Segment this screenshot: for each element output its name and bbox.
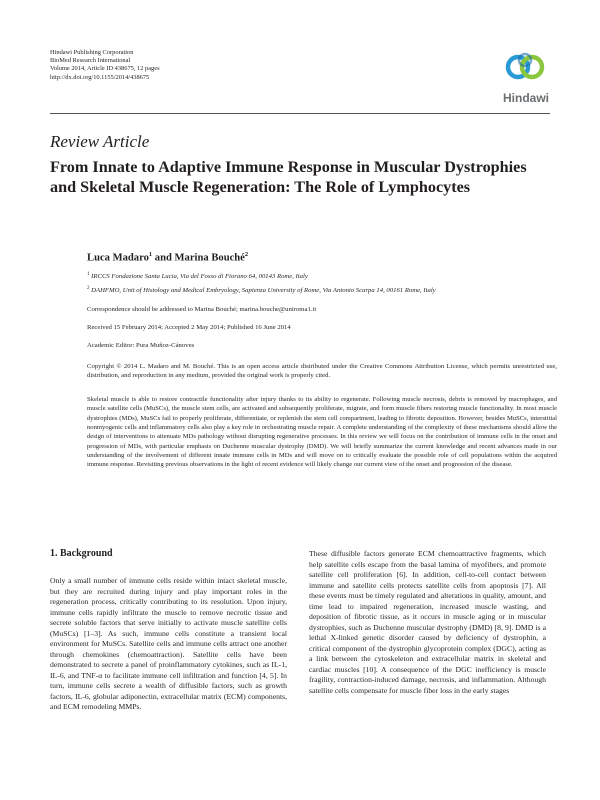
affiliation-2 <box>87 284 557 295</box>
body-column-right: These diffusible factors generate ECM chemoattractive fragments, which help satellite cells escape from the basal lamina of myofibers, and promote satellite cell proliferation [6]. In addition, cell-to-cell contact between immune and satellite cells protects satellite cells from apoptosis [7]. All these events must be timely regulated and alterations in quality, amount, and time lead to impaired regeneration, increased muscle wasting, and deposition of fibrotic tissue, as it occurs in muscle aging or in muscular dystrophies, such as Duchenne muscular dystrophy (DMD) [8, 9]. DMD is a lethal X-linked genetic disorder caused by deficiency of dystrophin, a critical component of the dystrophin glycoprotein complex (DGC), acting as a link between the cytoskeleton and extracellular matrix in skeletal and cardiac muscles [10]. A consequence of the DGC inefficiency is muscle fragility, contraction-induced damage, necrosis, and inflammation. Although satellite cells compensate for muscle fiber loss in the early stages <box>309 549 546 695</box>
affiliation-sup: 2 <box>87 286 90 292</box>
journal-header <box>50 49 160 82</box>
section-heading: 1. Background <box>50 548 113 559</box>
affiliation-1 <box>87 270 557 281</box>
publication-dates: Received 15 February 2014; Accepted 2 May 2014; Published 16 June 2014 <box>87 324 291 331</box>
volume-line: Volume 2014, Article ID 438675, 12 pages <box>50 65 160 73</box>
academic-editor: Academic Editor: Pura Muñoz-Cánoves <box>87 342 195 349</box>
author-name: Marina Bouché <box>174 252 245 264</box>
journal-name: BioMed Research International <box>50 57 131 65</box>
correspondence: Correspondence should be addressed to Marina Bouché; marina.bouche@uniroma1.it <box>87 306 317 313</box>
abstract: Skeletal muscle is able to restore contractile functionality after injury thanks to its ability to regenerate. Following muscle necrosis, debris is removed by macrophages, and muscle satellite cells (MuSCs), the muscle stem cells, are activated and subsequently proliferate, migrate, and form muscle fibers restoring muscle functionality. In most muscle dystrophies (MDs), MuSCs fail to properly proliferate, differentiate, or replenish the stem cell compartment, leading to fibrotic deposition. However, besides MuSCs, interstitial nonmyogenic cells and inflammatory cells also play a key role in orchestrating muscle repair. A complete understanding of the complexity of these mechanisms should allow the design of interventions to attenuate MDs pathology without disrupting regenerative processes. In this review we will focus on the contribution of immune cells in the onset and progression of MDs, with particular emphasis on Duchenne muscular dystrophy (DMD). We will briefly summarize the current knowledge and recent advances made in our understanding of the involvement of different innate immune cells in MDs and will move on to critically evaluate the possible role of cell populations within the acquired immune response. Revisiting previous observations in the light of recent evidence will likely change our current view of the onset and progression of the disease. <box>87 396 557 469</box>
author-name: Luca Madaro <box>87 252 149 264</box>
affiliation-text: IRCCS Fondazione Santa Lucia, Via del Fosso di Fiorano 64, 00143 Rome, Italy <box>89 273 308 281</box>
affiliation-text: DAHFMO, Unit of Histology and Medical Embryology, Sapienza University of Rome, Via Antonio Scarpa 14, 00161 Rome, Italy <box>89 287 436 295</box>
header-divider <box>50 113 550 114</box>
publisher-name: Hindawi Publishing Corporation <box>50 49 134 56</box>
affiliation-marker: 1 <box>148 251 153 258</box>
article-title: From Innate to Adaptive Immune Response in Muscular Dystrophies and Skeletal Muscle Regeneration: The Role of Lymphocytes <box>50 158 527 196</box>
author-conjunction: and <box>152 252 175 264</box>
doi-link[interactable]: http://dx.doi.org/10.1155/2014/438675 <box>50 73 150 81</box>
affiliation-sup: 1 <box>87 272 90 277</box>
affiliations <box>87 270 557 296</box>
affiliation-marker: 2 <box>244 251 249 258</box>
hindawi-wordmark: Hindawi <box>502 91 549 105</box>
article-type: Review Article <box>50 132 150 151</box>
author-list <box>87 251 248 264</box>
copyright-notice: Copyright © 2014 L. Madaro and M. Bouché. This is an open access article distributed under the Creative Commons Attribution License, which permits unrestricted use, distribution, and reproduction in any medium, provided the original work is properly cited. <box>87 363 557 380</box>
body-column-left: Only a small number of immune cells reside within intact skeletal muscle, but they are recruited during injury and play important roles in the regeneration process, critically contributing to its resolution. Upon injury, immune cells rapidly infiltrate the muscle to remove necrotic tissue and secrete soluble factors that serve initially to activate muscle satellite cells (MuSCs) [1–3]. As such, immune cells constitute a transient local environment for MuSCs. Satellite cells and immune cells attract one another through chemokines (chemoattraction). Satellite cells have been demonstrated to secrete a panel of proinflammatory cytokines, such as IL-1, IL-6, and TNF-α to facilitate immune cell infiltration and function [4, 5]. In turn, immune cells secrete a wealth of diffusible factors, such as growth factors, IL-6, globular adiponectin, extracellular matrix (ECM) components, and ECM remodeling MMPs. <box>50 576 287 711</box>
